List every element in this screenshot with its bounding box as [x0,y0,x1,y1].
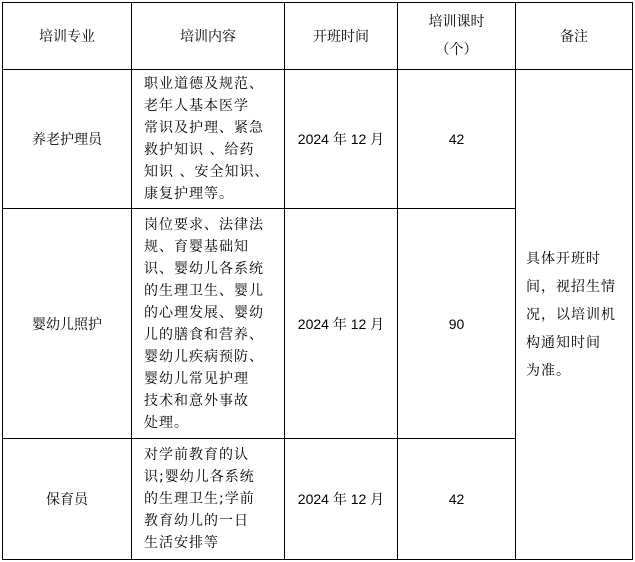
header-major: 培训专业 [3,3,132,70]
header-row [3,3,633,70]
cell-hours: 90 [398,209,516,439]
cell-hours: 42 [398,70,516,209]
header-hours [398,3,516,70]
cell-hours: 42 [398,439,516,560]
cell-start-time: 2024 年 12 月 [285,70,398,209]
cell-content [132,209,285,439]
content-text: 岗位要求、法律法 规、育婴基础知 识、婴幼儿各系统 的生理卫生、婴儿 的心理发展、婴幼 儿的膳食和营养、 婴幼儿疾病预防、 婴幼儿常见护理 技术和意外事故 处理。 [144,216,264,431]
cell-major: 婴幼儿照护 [3,209,132,439]
content-text: 职业道德及规范、 老年人基本医学 常识及护理、紧急 救护知识 、给药 知识 、安全知识、 康复护理等。 [144,76,270,202]
table-row [3,70,633,209]
cell-content [132,70,285,209]
training-schedule-table [2,2,633,560]
content-text: 对学前教育的认 识;婴幼儿各系统 的生理卫生;学前 教育幼儿的一日 生活安排等 [144,447,255,551]
cell-major: 保育员 [3,439,132,560]
remark-text: 具体开班时 间，视招生情 况，以培训机 构通知时间 为准。 [526,250,616,379]
header-hours-line2: （个） [435,42,478,58]
cell-content [132,439,285,560]
header-start-time: 开班时间 [285,3,398,70]
header-content: 培训内容 [132,3,285,70]
cell-start-time: 2024 年 12 月 [285,439,398,560]
cell-remark [516,70,633,560]
cell-start-time: 2024 年 12 月 [285,209,398,439]
header-remark: 备注 [516,3,633,70]
cell-major: 养老护理员 [3,70,132,209]
header-hours-line1: 培训课时 [428,14,485,30]
